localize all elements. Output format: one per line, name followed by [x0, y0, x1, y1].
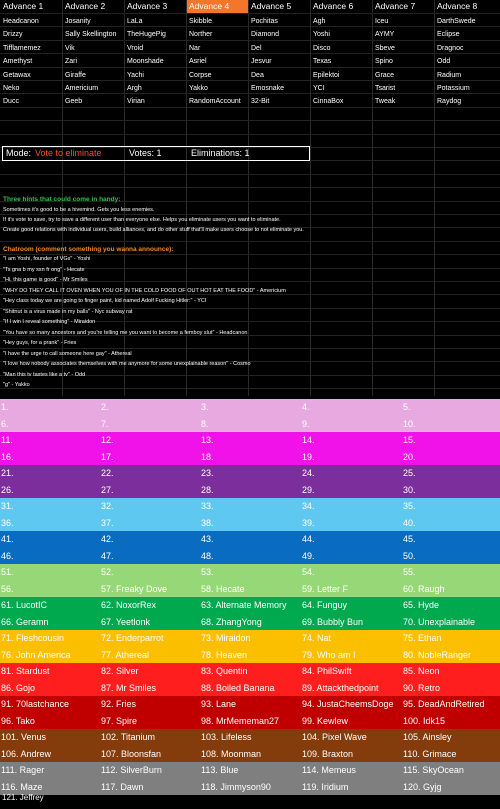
ranking-entry[interactable]: 119. Iridium	[302, 781, 349, 792]
advance-header-6[interactable]: Advance 6	[313, 1, 354, 11]
ranking-entry[interactable]: 107. Bloonsfan	[101, 748, 162, 759]
ranking-entry[interactable]: 60. Raugh	[403, 583, 445, 594]
advance-header-2[interactable]: Advance 2	[65, 1, 106, 11]
ranking-row	[0, 713, 500, 730]
grid-divider	[124, 0, 125, 396]
grid-divider	[0, 80, 500, 81]
ranking-row	[0, 581, 500, 598]
ranking-entry[interactable]: 13.	[201, 435, 214, 445]
roster-cell[interactable]: Dea	[251, 71, 264, 79]
grid-divider	[0, 120, 500, 121]
roster-cell[interactable]: Vik	[65, 44, 75, 52]
ranking-entry[interactable]: 44.	[302, 534, 315, 544]
ranking-row	[0, 482, 500, 499]
roster-cell[interactable]: Nar	[189, 44, 201, 52]
ranking-entry[interactable]: 47.	[101, 550, 114, 561]
ranking-entry[interactable]: 114. Memeus	[302, 765, 356, 775]
hint-line: Create good relations with individual users, build alliances, and do other stuff that'll make users choose to not eliminate you.	[3, 227, 304, 233]
chat-message: "Hey guys, for a prank" - Fries	[3, 340, 77, 346]
ranking-entry[interactable]: 27.	[101, 484, 114, 495]
grid-divider	[0, 53, 500, 54]
chat-message: "Ts gna b my ssn fr ong" - Hecate	[3, 266, 85, 273]
ranking-row	[0, 531, 500, 548]
ranking-entry[interactable]: 48.	[201, 550, 214, 561]
grid-divider	[0, 174, 500, 175]
chatroom-title: Chatroom (comment something you wanna announce):	[3, 246, 174, 253]
roster-cell[interactable]: TheHugePig	[127, 31, 166, 39]
ranking-entry[interactable]: 26.	[1, 484, 14, 495]
ranking-row	[0, 597, 500, 614]
ranking-row	[0, 416, 500, 433]
ranking-entry[interactable]: 14.	[302, 435, 315, 445]
grid-divider	[0, 241, 500, 242]
ranking-entry[interactable]: 74. Nat	[302, 633, 332, 643]
ranking-entry[interactable]: 79. Who am I	[302, 649, 356, 660]
roster-cell[interactable]: CinnaBox	[313, 98, 344, 106]
ranking-entry[interactable]: 93. Lane	[201, 699, 237, 709]
ranking-row	[0, 614, 500, 631]
roster-cell[interactable]: Texas	[313, 58, 332, 66]
ranking-entry[interactable]: 32.	[101, 501, 114, 511]
ranking-entry[interactable]: 118. Jimmyson90	[201, 781, 271, 792]
ranking-row	[0, 696, 500, 713]
ranking-entry[interactable]: 9.	[302, 418, 310, 429]
ranking-row	[0, 432, 500, 449]
ranking-row	[0, 630, 500, 647]
grid-divider	[0, 93, 500, 94]
roster-cell[interactable]: Drizzy	[3, 31, 23, 39]
ranking-entry[interactable]: 110. Grimace	[403, 748, 457, 759]
ranking-entry[interactable]: 72. Enderparrot	[101, 633, 164, 643]
advance-header-5[interactable]: Advance 5	[251, 1, 292, 11]
chat-message: "Hi, this game is good" - Mr Smiles	[3, 277, 88, 283]
roster-cell[interactable]: Neko	[3, 85, 20, 92]
roster-cell[interactable]: Pochitas	[251, 18, 278, 25]
roster-cell[interactable]: Headcanon	[3, 18, 39, 25]
roster-cell[interactable]: Epilektoi	[313, 71, 340, 79]
roster-cell[interactable]: Disco	[313, 44, 331, 52]
ranking-entry[interactable]: 94. JustaCheemsDoge	[302, 699, 394, 709]
roster-cell[interactable]: Sbeve	[375, 44, 395, 52]
roster-cell[interactable]: Ducc	[3, 98, 19, 106]
roster-cell[interactable]: Moonshade	[127, 58, 164, 66]
advance-header-8[interactable]: Advance 8	[437, 1, 478, 11]
ranking-entry[interactable]: 90. Retro	[403, 682, 441, 693]
roster-cell[interactable]: Argh	[127, 85, 142, 92]
roster-cell[interactable]: Tifflamemez	[3, 44, 41, 52]
ranking-entry[interactable]: 38.	[201, 517, 214, 528]
ranking-entry[interactable]: 73. Miraidon	[201, 633, 251, 643]
roster-cell[interactable]: Del	[251, 44, 262, 52]
grid-divider	[0, 214, 500, 215]
roster-cell[interactable]: AYMY	[375, 31, 395, 39]
grid-divider	[0, 13, 500, 14]
ranking-entry[interactable]: 41.	[1, 534, 14, 544]
ranking-entry[interactable]: 16.	[1, 451, 14, 462]
eliminations-counter: Eliminations: 1	[191, 148, 250, 158]
roster-cell[interactable]: DarthSwede	[437, 18, 476, 25]
chat-message: "WHY DO THEY CALL IT OVEN WHEN YOU OF IN THE COLD FOOD OF OUT HOT EAT THE FOOD" - Americium	[3, 287, 286, 294]
roster-cell[interactable]: Amethyst	[3, 58, 33, 66]
chat-message: "I am Yoshi, founder of VGs" - Yoshi	[3, 256, 91, 262]
ranking-entry[interactable]: 33.	[201, 501, 214, 511]
ranking-entry[interactable]: 115. SkyOcean	[403, 765, 464, 775]
roster-cell[interactable]: Iceu	[375, 18, 389, 25]
roster-cell[interactable]: Yakko	[189, 85, 208, 92]
ranking-entry[interactable]: 7.	[101, 418, 109, 429]
roster-cell[interactable]: Diamond	[251, 31, 280, 39]
chat-message: "If I win I reveal something" - Miraidon	[3, 319, 96, 325]
ranking-row	[0, 465, 500, 482]
roster-cell[interactable]: Emosnake	[251, 85, 285, 92]
ranking-entry[interactable]: 98. MrMememan27	[201, 715, 280, 726]
ranking-entry[interactable]: 99. Kewlew	[302, 715, 349, 726]
ranking-entry[interactable]: 75. Ethan	[403, 633, 442, 643]
ranking-entry[interactable]: 37.	[101, 517, 114, 528]
ranking-entry[interactable]: 67. Yeetlonk	[101, 616, 151, 627]
ranking-entry[interactable]: 77. Athereal	[101, 649, 150, 660]
ranking-entry[interactable]: 66. Geramn	[1, 616, 49, 627]
ranking-entry[interactable]: 100. Idk15	[403, 715, 446, 726]
ranking-entry[interactable]: 101. Venus	[1, 732, 47, 742]
grid-divider	[0, 134, 500, 135]
ranking-entry[interactable]: 65. Hyde	[403, 600, 440, 610]
roster-cell[interactable]: Yoshi	[313, 31, 330, 39]
mode-label: Mode:	[6, 148, 32, 158]
ranking-entry[interactable]: 34.	[302, 501, 315, 511]
ranking-entry[interactable]: 29.	[302, 484, 315, 495]
advance-header-row	[0, 0, 500, 13]
ranking-entry[interactable]: 22.	[101, 468, 114, 478]
ranking-entry[interactable]: 61. LucotIC	[1, 600, 48, 610]
ranking-entry[interactable]: 69. Bubbly Bun	[302, 616, 364, 627]
ranking-entry[interactable]: 68. ZhangYong	[201, 616, 262, 627]
ranking-entry[interactable]: 92. Fries	[101, 699, 137, 709]
roster-cell[interactable]: Tweak	[375, 98, 396, 106]
ranking-row	[0, 498, 500, 515]
grid-divider	[186, 0, 187, 396]
ranking-entry[interactable]: 30.	[403, 484, 416, 495]
ranking-entry[interactable]: 11.	[1, 435, 13, 445]
ranking-entry[interactable]: 57. Freaky Dove	[101, 583, 168, 594]
ranking-entry[interactable]: 21.	[1, 468, 14, 478]
ranking-entry[interactable]: 78. Heaven	[201, 649, 248, 660]
advance-header-1[interactable]: Advance 1	[3, 1, 44, 11]
roster-cell[interactable]: Potassium	[437, 85, 470, 92]
roster-cell[interactable]: Jesvur	[251, 58, 272, 66]
mode-value: Vote to eliminate	[35, 148, 102, 158]
ranking-entry[interactable]: 56.	[1, 583, 14, 594]
ranking-entry[interactable]: 111. Rager	[1, 765, 45, 775]
roster-cell[interactable]: Grace	[375, 71, 395, 79]
ranking-entry[interactable]: 91. 70lastchance	[1, 699, 70, 709]
ranking-entry[interactable]: 55.	[403, 567, 416, 577]
ranking-row	[0, 663, 500, 680]
ranking-row	[0, 399, 500, 416]
ranking-entry[interactable]: 95. DeadAndRetired	[403, 699, 485, 709]
roster-cell[interactable]: Yachi	[127, 71, 144, 79]
votes-counter: Votes: 1	[129, 148, 162, 158]
ranking-entry[interactable]: 3.	[201, 402, 209, 412]
ranking-entry[interactable]: 50.	[403, 550, 416, 561]
grid-divider	[0, 294, 500, 295]
ranking-entry[interactable]: 42.	[101, 534, 114, 544]
ranking-entry[interactable]: 86. Gojo	[1, 682, 36, 693]
ranking-row	[0, 746, 500, 763]
ranking-entry[interactable]: 45.	[403, 534, 416, 544]
roster-cell[interactable]: Geeb	[65, 98, 83, 106]
roster-cell[interactable]: Spino	[375, 58, 393, 66]
ranking-entry[interactable]: 46.	[1, 550, 14, 561]
ranking-entry[interactable]: 80. NobleRanger	[403, 649, 472, 660]
ranking-entry[interactable]: 31.	[1, 501, 14, 511]
roster-cell[interactable]: 32-Bit	[251, 98, 270, 106]
ranking-entry[interactable]: 81. Stardust	[1, 666, 50, 676]
ranking-entry[interactable]: 116. Maze	[1, 781, 43, 792]
roster-cell[interactable]: Vroid	[127, 44, 144, 52]
grid-divider	[434, 0, 435, 396]
hint-line: Sometimes it's good to be a hivemind. Gets you less enemies.	[3, 207, 155, 213]
chat-message: "I love how nobody associates themselves with me anymore for some unexplainable reason" - Cosmo	[3, 361, 251, 367]
hint-line: If it's vote to save, try to save a different user than everyone else. Helps you eliminate users you want to eliminate.	[3, 217, 281, 223]
ranking-entry[interactable]: 88. Boiled Banana	[201, 682, 275, 693]
roster-cell[interactable]: Zari	[65, 58, 78, 66]
roster-cell[interactable]: Radium	[437, 71, 462, 79]
grid-divider	[0, 67, 500, 68]
ranking-entry[interactable]: 24.	[302, 468, 315, 478]
roster-cell[interactable]: Giraffe	[65, 71, 86, 79]
ranking-entry[interactable]: 106. Andrew	[1, 748, 52, 759]
ranking-entry[interactable]: 76. John America	[1, 649, 71, 660]
roster-cell[interactable]: LaLa	[127, 18, 143, 25]
ranking-row	[0, 779, 500, 796]
mode-status-box	[2, 146, 310, 161]
ranking-entry[interactable]: 117. Dawn	[101, 781, 144, 792]
ranking-entry[interactable]: 4.	[302, 402, 310, 412]
roster-cell[interactable]: Norther	[189, 31, 213, 39]
footer-entry: 121. Jeffrey	[2, 793, 44, 802]
ranking-entry[interactable]: 35.	[403, 501, 416, 511]
grid-divider	[0, 40, 500, 41]
grid-divider	[0, 26, 500, 27]
ranking-entry[interactable]: 39.	[302, 517, 315, 528]
roster-cell[interactable]: Tsarist	[375, 85, 396, 92]
ranking-row	[0, 762, 500, 779]
ranking-entry[interactable]: 52.	[101, 567, 114, 577]
ranking-entry[interactable]: 70. Unexplainable	[403, 616, 476, 627]
chat-message: "Hey class today we are going to finger paint, kid named Adolf Fucking Hitler:" - YCI	[3, 298, 207, 304]
roster-cell[interactable]: Dragnoc	[437, 44, 464, 52]
ranking-entry[interactable]: 102. Titanium	[101, 732, 156, 742]
chat-message: "g" - Yakko	[3, 382, 30, 388]
ranking-entry[interactable]: 64. Funguy	[302, 600, 348, 610]
ranking-entry[interactable]: 20.	[403, 451, 416, 462]
chat-message: "Man this tv tastes like a tv" - Odd	[3, 371, 86, 378]
roster-cell[interactable]: Corpse	[189, 71, 212, 79]
spreadsheet-top-area	[0, 0, 500, 400]
ranking-entry[interactable]: 89. Attackthedpoint	[302, 682, 379, 693]
hints-title: Three hints that could come in handy:	[3, 196, 121, 203]
ranking-row	[0, 548, 500, 565]
ranking-entry[interactable]: 112. SilverBurn	[101, 765, 162, 775]
advance-header-4[interactable]: Advance 4	[186, 0, 248, 13]
grid-divider	[248, 0, 249, 396]
ranking-entry[interactable]: 96. Tako	[1, 715, 35, 726]
ranking-entry[interactable]: 49.	[302, 550, 315, 561]
ranking-entry[interactable]: 84. PhilSwift	[302, 666, 352, 676]
ranking-entry[interactable]: 63. Alternate Memory	[201, 600, 287, 610]
ranking-entry[interactable]: 5.	[403, 402, 411, 412]
ranking-entry[interactable]: 103. Lifeless	[201, 732, 252, 742]
ranking-row	[0, 647, 500, 664]
ranking-entry[interactable]: 85. Neon	[403, 666, 440, 676]
ranking-entry[interactable]: 19.	[302, 451, 315, 462]
ranking-entry[interactable]: 59. Letter F	[302, 583, 349, 594]
ranking-entry[interactable]: 40.	[403, 517, 416, 528]
ranking-entry[interactable]: 15.	[403, 435, 416, 445]
ranking-entry[interactable]: 87. Mr Smiles	[101, 682, 157, 693]
ranking-entry[interactable]: 1.	[1, 402, 9, 412]
ranking-row	[0, 449, 500, 466]
roster-cell[interactable]: Josanity	[65, 18, 91, 25]
chat-message: "You have so many ancestors and you're telling me you want to become a femboy slut" - Headcanon	[3, 329, 248, 336]
roster-cell[interactable]: Raydog	[437, 98, 462, 106]
ranking-entry[interactable]: 83. Quentin	[201, 666, 248, 676]
roster-cell[interactable]: RandomAccount	[189, 98, 241, 106]
ranking-entry[interactable]: 108. Moonman	[201, 748, 262, 759]
grid-divider	[372, 0, 373, 396]
ranking-entry[interactable]: 58. Hecate	[201, 583, 245, 594]
advance-header-7[interactable]: Advance 7	[375, 1, 416, 11]
ranking-row	[0, 564, 500, 581]
ranking-row	[0, 729, 500, 746]
grid-divider	[0, 388, 500, 389]
ranking-entry[interactable]: 43.	[201, 534, 214, 544]
roster-cell[interactable]: Agh	[313, 18, 326, 25]
ranking-entry[interactable]: 51.	[1, 567, 14, 577]
ranking-entry[interactable]: 82. Silver	[101, 666, 139, 676]
ranking-entry[interactable]: 104. Pixel Wave	[302, 732, 367, 742]
ranking-entry[interactable]: 23.	[201, 468, 214, 478]
grid-divider	[310, 0, 311, 396]
ranking-row	[0, 680, 500, 697]
ranking-entry[interactable]: 25.	[403, 468, 416, 478]
chat-message: "Shitnut is a virus made in my balls" - Nyc subway rat	[3, 308, 133, 315]
ranking-entry[interactable]: 28.	[201, 484, 214, 495]
roster-cell[interactable]: Sally Skellington	[65, 31, 117, 39]
ranking-entry[interactable]: 6.	[1, 418, 9, 429]
roster-cell[interactable]: Skibble	[189, 18, 212, 25]
ranking-entry[interactable]: 62. NoxorRex	[101, 600, 157, 610]
grid-divider	[0, 187, 500, 188]
ranking-entry[interactable]: 10.	[403, 418, 416, 429]
grid-divider	[0, 348, 500, 349]
roster-cell[interactable]: Eclipse	[437, 31, 460, 39]
roster-cell[interactable]: Asriel	[189, 58, 207, 66]
advance-header-3[interactable]: Advance 3	[127, 1, 168, 11]
ranking-entry[interactable]: 12.	[101, 435, 114, 445]
roster-cell[interactable]: Americium	[65, 85, 99, 92]
ranking-entry[interactable]: 54.	[302, 567, 315, 577]
ranking-entry[interactable]: 36.	[1, 517, 14, 528]
ranking-entry[interactable]: 71. Fleshcousin	[1, 633, 65, 643]
ranking-entry[interactable]: 17.	[101, 451, 114, 462]
chat-message: "I have the urge to call someone here gay" - Athereal	[3, 350, 132, 357]
ranking-entry[interactable]: 105. Ainsley	[403, 732, 452, 742]
roster-cell[interactable]: YCI	[313, 85, 325, 92]
ranking-entry[interactable]: 53.	[201, 567, 214, 577]
ranking-entry[interactable]: 8.	[201, 418, 209, 429]
ranking-entry[interactable]: 2.	[101, 402, 109, 412]
ranking-entry[interactable]: 97. Spire	[101, 715, 138, 726]
roster-cell[interactable]: Getawax	[3, 71, 31, 79]
roster-cell[interactable]: Odd	[437, 58, 451, 66]
ranking-entry[interactable]: 120. Gyjg	[403, 781, 442, 792]
ranking-entry[interactable]: 109. Braxton	[302, 748, 354, 759]
grid-divider	[0, 107, 500, 108]
ranking-row	[0, 515, 500, 532]
ranking-entry[interactable]: 18.	[201, 451, 214, 462]
ranking-entry[interactable]: 113. Blue	[201, 765, 239, 775]
roster-cell[interactable]: Virian	[127, 98, 145, 106]
